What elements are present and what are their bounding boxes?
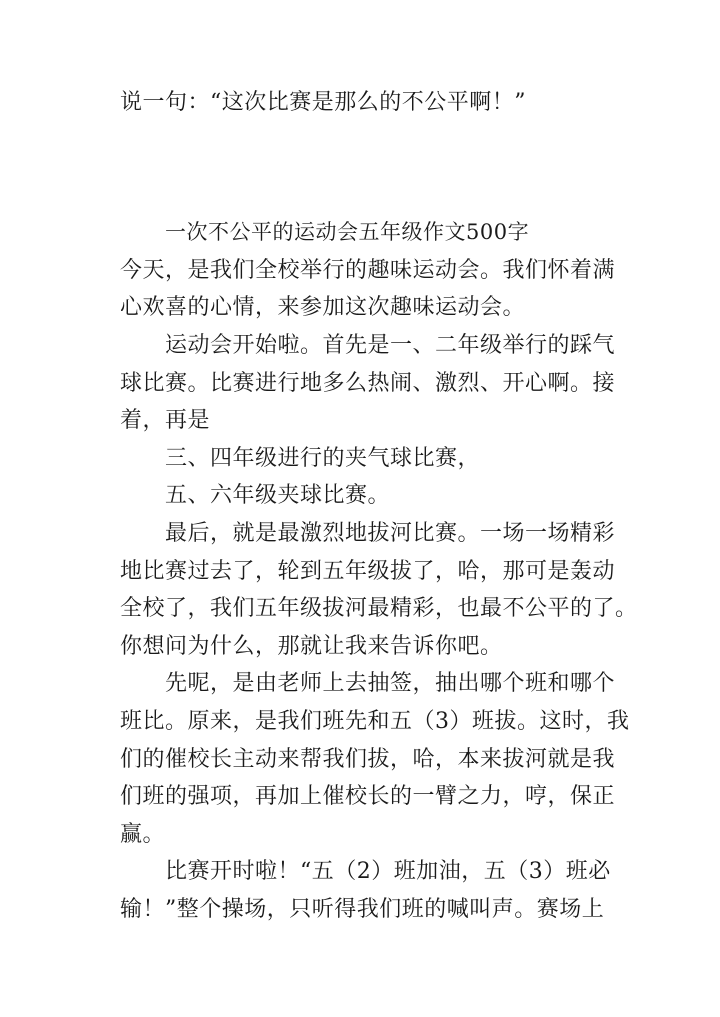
text-line: 们的催校长主动来帮我们拔，哈，本来拔河就是我 (120, 747, 616, 772)
article-title: 一次不公平的运动会五年级作文500字 (165, 220, 530, 244)
text-line: 比赛开时啦！“五（2）班加油，五（3）班必 (165, 859, 611, 884)
text-line: 全校了，我们五年级拔河最精彩，也最不公平的了。 (120, 596, 638, 621)
text-line-quote: 说一句：“这次比赛是那么的不公平啊！” (120, 90, 526, 115)
text-line: 球比赛。比赛进行地多么热闹、激烈、开心啊。接 (120, 371, 616, 396)
text-line: 地比赛过去了，轮到五年级拔了，哈，那可是轰动 (120, 559, 616, 584)
text-line: 输！”整个操场，只听得我们班的喊叫声。赛场上 (120, 897, 605, 922)
text-line: 心欢喜的心情，来参加这次趣味运动会。 (120, 295, 526, 320)
text-line: 着，再是 (120, 408, 211, 433)
text-line: 先呢，是由老师上去抽签，抽出哪个班和哪个 (165, 671, 616, 696)
text-line: 最后，就是最激烈地拔河比赛。一场一场精彩 (165, 521, 616, 546)
text-line: 们班的强项，再加上催校长的一臂之力，哼，保正 (120, 784, 616, 809)
text-line: 你想问为什么，那就让我来告诉你吧。 (120, 634, 503, 659)
text-line: 三、四年级进行的夹气球比赛， (165, 446, 481, 471)
text-line: 今天，是我们全校举行的趣味运动会。我们怀着满 (120, 258, 616, 283)
text-line: 运动会开始啦。首先是一、二年级举行的踩气 (165, 333, 616, 358)
text-line: 赢。 (120, 822, 166, 847)
text-line: 五、六年级夹球比赛。 (165, 483, 391, 508)
text-line: 班比。原来，是我们班先和五（3）班拔。这时，我 (120, 709, 630, 734)
